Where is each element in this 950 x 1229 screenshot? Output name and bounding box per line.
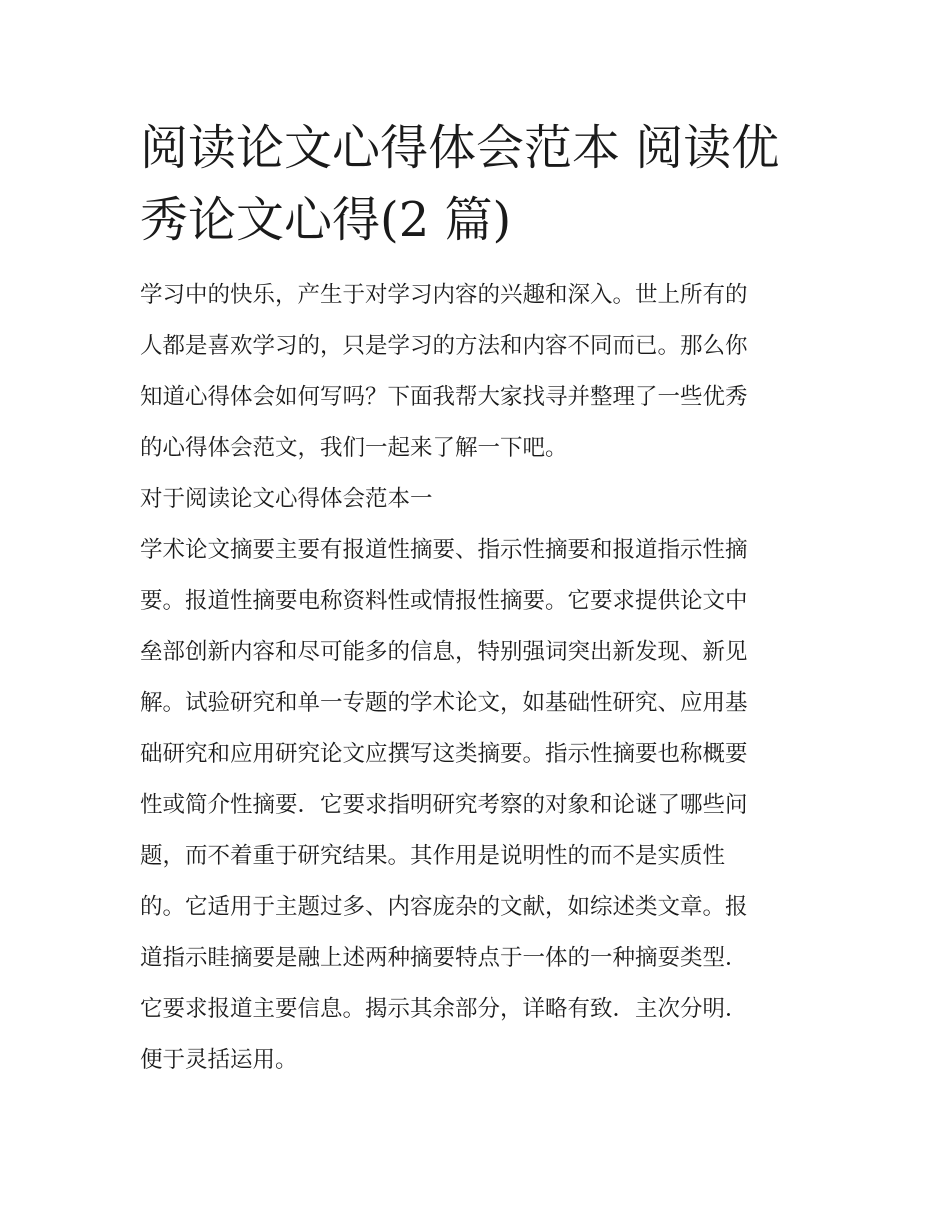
document-title: 阅读论文心得体会范本 阅读优 秀论文心得(2 篇): [140, 120, 780, 248]
body-paragraph: 学术论文摘要主要有报道性摘要、指示性摘要和报道指示性摘 要。报道性摘要电称资料性或情报性摘要。它要求提供论文中 垒部创新内容和尽可能多的信息，特别强词突出新发现、新见 解。试验研究和单一专题的学术论文，如基础性研究、应用基 础研究和应用研究论文应撰写这类摘要。指示性摘要也称概要 性或简介性摘要．它要求指明研究考察的对象和论谜了哪些问 题，而不着重于研究结果。其作用是说明性的而不是实质性 的。它适用于主题过多、内容庞杂的文献，如综述类文章。报 道指示眭摘要是融上述两种摘要特点于一体的一种摘耍类型． 它要求报道主要信息。揭示其余部分，详略有致．主次分明． 便于灵括运用。: [140, 537, 748, 1073]
document-body: [140, 112, 820, 1086]
intro-paragraph: 学习中的快乐，产生于对学习内容的兴趣和深入。世上所有的 人都是喜欢学习的，只是学习的方法和内容不同而已。那么你 知道心得体会如何写吗？下面我帮大家找寻并整理了一些优秀 的心得体会范文，我们一起来了解一下吧。: [140, 282, 748, 461]
section-heading: 对于阅读论文心得体会范本一: [140, 486, 433, 512]
